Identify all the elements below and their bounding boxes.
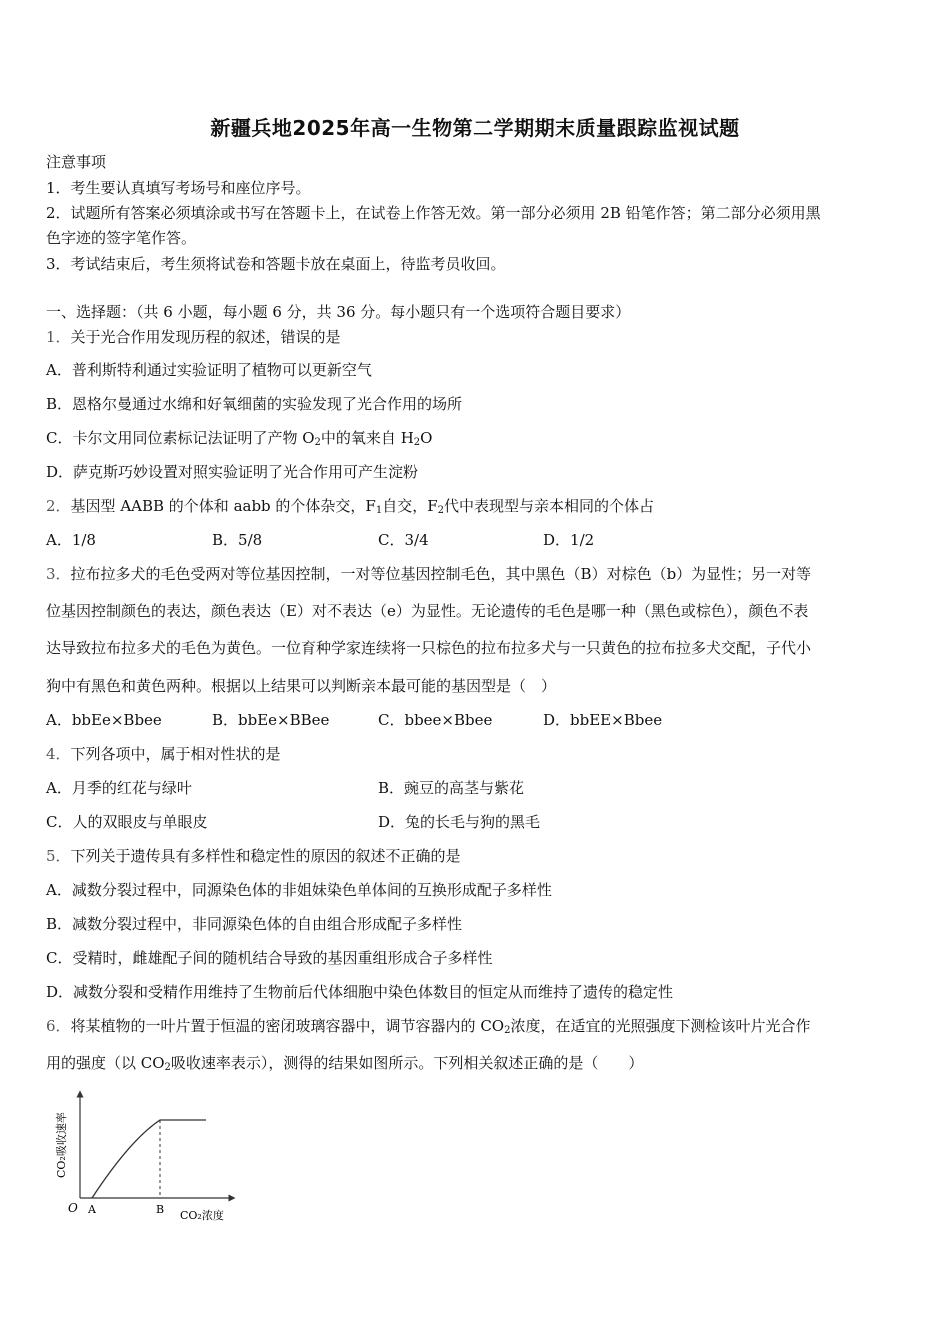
q3-option-c: C．bbee×Bbee xyxy=(378,711,493,729)
q1-option-c: C．卡尔文用同位素标记法证明了产物 $O_2$中的氧来自 $H_2O$ xyxy=(46,429,433,448)
question-3-line-4: 狗中有黑色和黄色两种。根据以上结果可以判断亲本最可能的基因型是（ ） xyxy=(46,677,557,695)
notice-heading: 注意事项 xyxy=(46,153,107,171)
q3-option-a: A．bbEe×Bbee xyxy=(46,711,162,729)
question-1 xyxy=(46,327,341,347)
q2-option-b: B．5/8 xyxy=(212,531,263,549)
q4-option-d: D．兔的长毛与狗的黑毛 xyxy=(378,813,541,831)
question-5: 5．下列关于遗传具有多样性和稳定性的原因的叙述不正确的是 xyxy=(46,847,461,865)
page-title: 新疆兵地2025年高一生物第二学期期末质量跟踪监视试题 xyxy=(210,116,740,140)
q5-option-a: A．减数分裂过程中，同源染色体的非姐妹染色单体间的互换形成配子多样性 xyxy=(46,881,552,899)
y-axis-label: CO₂吸收速率 xyxy=(55,1112,68,1178)
co2-absorption-graph xyxy=(40,1086,250,1226)
q4-option-c: C．人的双眼皮与单眼皮 xyxy=(46,813,208,831)
q2-option-d: D．1/2 xyxy=(543,531,595,549)
q3-option-d: D．bbEE×Bbee xyxy=(543,711,663,729)
question-2: 2．基因型 AABB 的个体和 aabb 的个体杂交，$F_1$自交，$F_2$代中表现型与亲本相同的个体占 xyxy=(46,497,655,516)
notice-item-1: 1．考生要认真填写考场号和座位序号。 xyxy=(46,179,311,197)
notice-item-2a: 2．试题所有答案必须填涂或书写在答题卡上，在试卷上作答无效。第一部分必须用 2B 铅笔作答；第二部分必须用黑 xyxy=(46,204,821,222)
question-number: 1． xyxy=(46,328,71,346)
notice-item-3: 3．考试结束后，考生须将试卷和答题卡放在桌面上，待监考员收回。 xyxy=(46,255,506,273)
q2-option-c: C．3/4 xyxy=(378,531,429,549)
q5-option-c: C．受精时，雌雄配子间的随机结合导致的基因重组形成合子多样性 xyxy=(46,949,493,967)
q3-option-b: B．bbEe×BBee xyxy=(212,711,330,729)
q5-option-b: B．减数分裂过程中，非同源染色体的自由组合形成配子多样性 xyxy=(46,915,463,933)
question-4: 4．下列各项中，属于相对性状的是 xyxy=(46,745,281,763)
q2-option-a: A．1/8 xyxy=(46,531,96,549)
question-3-line-3: 达导致拉布拉多犬的毛色为黄色。一位育种学家连续将一只棕色的拉布拉多犬与一只黄色的拉布拉多犬交配，子代小 xyxy=(46,639,812,657)
notice-item-2b: 色字迹的签字笔作答。 xyxy=(46,229,197,247)
absorption-curve xyxy=(92,1120,206,1198)
q1-option-d: D．萨克斯巧妙设置对照实验证明了光合作用可产生淀粉 xyxy=(46,463,419,481)
q4-option-b: B．豌豆的高茎与紫花 xyxy=(378,779,525,797)
q1-option-a: A．普利斯特利通过实验证明了植物可以更新空气 xyxy=(46,361,372,379)
question-6-line-1: 6．将某植物的一叶片置于恒温的密闭玻璃容器中，调节容器内的 $CO_2$浓度，在适宜的光照强度下测检该叶片光合作 xyxy=(46,1017,811,1036)
question-6-line-2: 用的强度（以 $CO_2$吸收速率表示），测得的结果如图所示。下列相关叙述正确的是（ ） xyxy=(46,1054,644,1073)
question-3-line-1: 3．拉布拉多犬的毛色受两对等位基因控制，一对等位基因控制毛色，其中黑色（B）对棕色（b）为显性；另一对等 xyxy=(46,565,812,583)
origin-label: O xyxy=(68,1201,78,1215)
x-axis-label: CO₂浓度 xyxy=(180,1209,224,1222)
tick-label-b: B xyxy=(156,1203,165,1216)
question-3-line-2: 位基因控制颜色的表达，颜色表达（E）对不表达（e）为显性。无论遗传的毛色是哪一种（黑色或棕色），颜色不表 xyxy=(46,602,809,620)
q4-option-a: A．月季的红花与绿叶 xyxy=(46,779,192,797)
q5-option-d: D．减数分裂和受精作用维持了生物前后代体细胞中染色体数目的恒定从而维持了遗传的稳定性 xyxy=(46,983,674,1001)
question-stem: 关于光合作用发现历程的叙述，错误的是 xyxy=(70,328,341,346)
q1-option-b: B．恩格尔曼通过水绵和好氧细菌的实验发现了光合作用的场所 xyxy=(46,395,463,413)
tick-label-a: A xyxy=(88,1203,96,1216)
section-heading: 一、选择题：（共 6 小题，每小题 6 分，共 36 分。每小题只有一个选项符合题目要求） xyxy=(46,303,631,321)
